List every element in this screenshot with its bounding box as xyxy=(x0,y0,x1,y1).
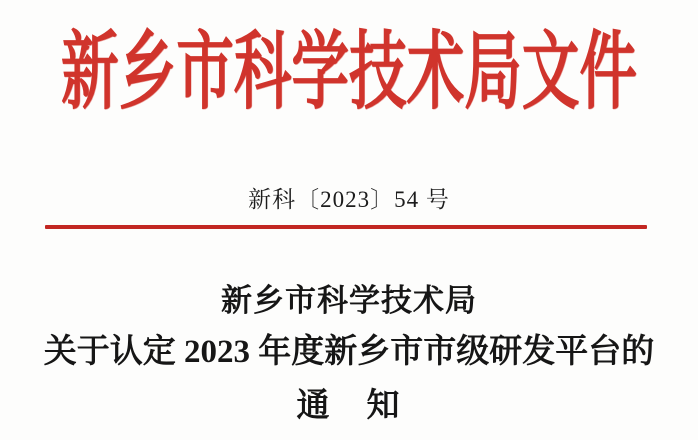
notice-title-issuer: 新乡市科学技术局 xyxy=(221,283,477,318)
document-header-title: 新乡市科学技术局文件 xyxy=(61,25,638,120)
red-divider-line xyxy=(45,225,647,229)
document-number: 新科〔2023〕54 号 xyxy=(248,187,450,212)
notice-title-subject: 关于认定 2023 年度新乡市市级研发平台的 xyxy=(43,334,655,370)
notice-title-type: 通 知 xyxy=(296,388,402,424)
